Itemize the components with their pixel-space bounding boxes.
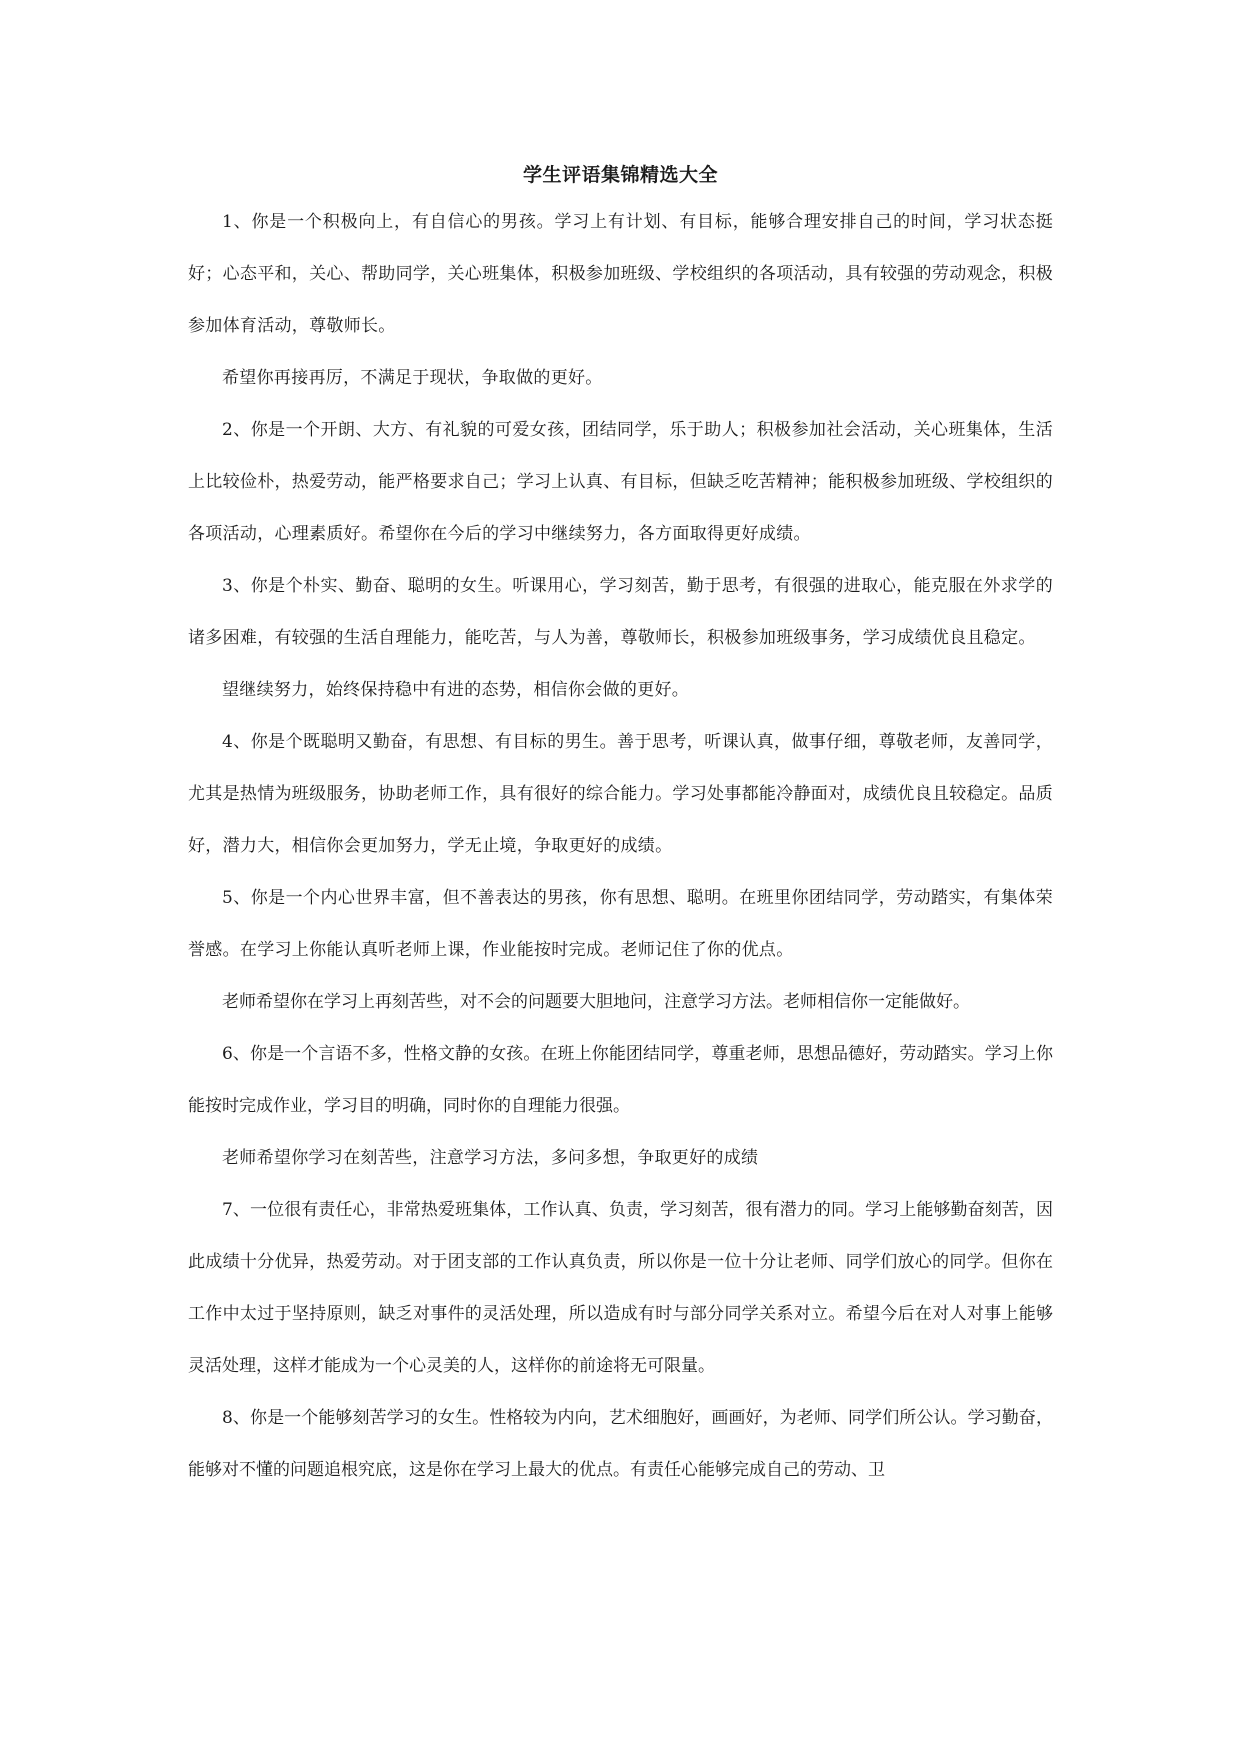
paragraph-1-hope: 希望你再接再厉，不满足于现状，争取做的更好。 xyxy=(222,368,603,388)
paragraph-1: 1、你是一个积极向上，有自信心的男孩。学习上有计划、有目标，能够合理安排自己的时间，学习状态挺好；心态平和，关心、帮助同学，关心班集体，积极参加班级、学校组织的各项活动，具有较强的劳动观念，积极参加体育活动，尊敬师长。 xyxy=(188,212,1053,336)
paragraph-8: 8、你是一个能够刻苦学习的女生。性格较为内向，艺术细胞好，画画好，为老师、同学们所公认。学习勤奋，能够对不懂的问题追根究底，这是你在学习上最大的优点。有责任心能够完成自己的劳动、卫 xyxy=(188,1408,1053,1480)
paragraph-4: 4、你是个既聪明又勤奋，有思想、有目标的男生。善于思考，听课认真，做事仔细，尊敬老师，友善同学，尤其是热情为班级服务，协助老师工作，具有很好的综合能力。学习处事都能冷静面对，成绩优良且较稳定。品质好，潜力大，相信你会更加努力，学无止境，争取更好的成绩。 xyxy=(188,732,1053,856)
paragraph-7: 7、一位很有责任心，非常热爱班集体，工作认真、负责，学习刻苦，很有潜力的同。学习上能够勤奋刻苦，因此成绩十分优异，热爱劳动。对于团支部的工作认真负责，所以你是一位十分让老师、同学们放心的同学。但你在工作中太过于坚持原则，缺乏对事件的灵活处理，所以造成有时与部分同学关系对立。希望今后在对人对事上能够灵活处理，这样才能成为一个心灵美的人，这样你的前途将无可限量。 xyxy=(188,1200,1053,1376)
paragraph-3-hope: 望继续努力，始终保持稳中有进的态势，相信你会做的更好。 xyxy=(222,680,690,700)
paragraph-2: 2、你是一个开朗、大方、有礼貌的可爱女孩，团结同学，乐于助人；积极参加社会活动，关心班集体，生活上比较俭朴，热爱劳动，能严格要求自己；学习上认真、有目标，但缺乏吃苦精神；能积极参加班级、学校组织的各项活动，心理素质好。希望你在今后的学习中继续努力，各方面取得更好成绩。 xyxy=(188,420,1053,544)
paragraph-3: 3、你是个朴实、勤奋、聪明的女生。听课用心，学习刻苦，勤于思考，有很强的进取心，能克服在外求学的诸多困难，有较强的生活自理能力，能吃苦，与人为善，尊敬师长，积极参加班级事务，学习成绩优良且稳定。 xyxy=(188,576,1053,648)
document-page xyxy=(188,160,1053,1496)
paragraph-6-hope: 老师希望你学习在刻苦些，注意学习方法，多问多想，争取更好的成绩 xyxy=(222,1148,759,1168)
paragraph-5-hope: 老师希望你在学习上再刻苦些，对不会的问题要大胆地问，注意学习方法。老师相信你一定能做好。 xyxy=(222,992,970,1012)
paragraph-6: 6、你是一个言语不多，性格文静的女孩。在班上你能团结同学，尊重老师，思想品德好，劳动踏实。学习上你能按时完成作业，学习目的明确，同时你的自理能力很强。 xyxy=(188,1044,1053,1116)
document-title: 学生评语集锦精选大全 xyxy=(522,164,718,186)
paragraph-5: 5、你是一个内心世界丰富，但不善表达的男孩，你有思想、聪明。在班里你团结同学，劳动踏实，有集体荣誉感。在学习上你能认真听老师上课，作业能按时完成。老师记住了你的优点。 xyxy=(188,888,1053,960)
